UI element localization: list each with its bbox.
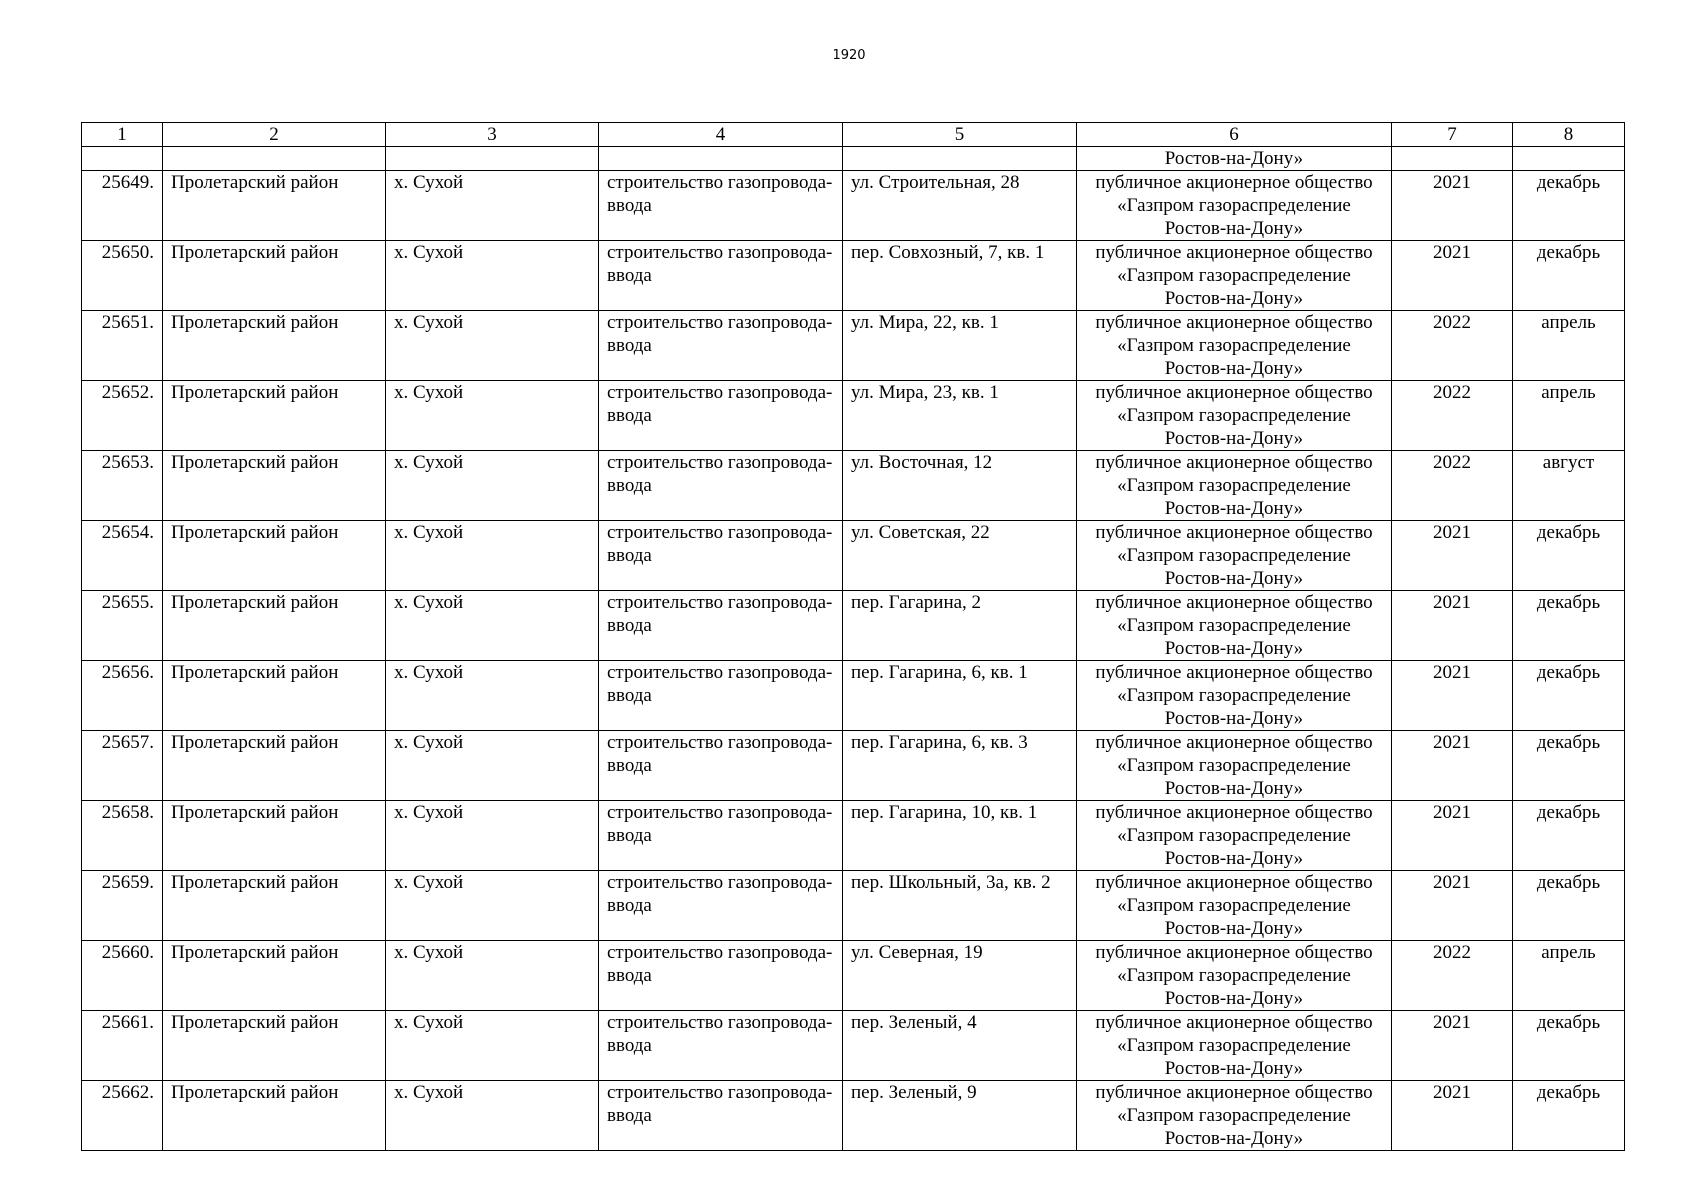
- row-number: 25650.: [82, 241, 163, 311]
- year-cell: 2021: [1392, 521, 1513, 591]
- locality-cell: х. Сухой: [386, 1081, 599, 1151]
- year-cell: 2021: [1392, 801, 1513, 871]
- row-number: 25662.: [82, 1081, 163, 1151]
- table-row: [82, 241, 1625, 311]
- row-number: 25655.: [82, 591, 163, 661]
- row-number: 25656.: [82, 661, 163, 731]
- work-type-cell: строительство газопровода-ввода: [599, 451, 843, 521]
- month-cell: декабрь: [1513, 801, 1625, 871]
- month-cell: декабрь: [1513, 661, 1625, 731]
- table-row: [82, 871, 1625, 941]
- table-cell: [1513, 147, 1625, 171]
- row-number: 25658.: [82, 801, 163, 871]
- locality-cell: х. Сухой: [386, 731, 599, 801]
- org-cell: публичное акционерное общество «Газпром газораспределение Ростов-на-Дону»: [1077, 311, 1392, 381]
- work-type-cell: строительство газопровода-ввода: [599, 591, 843, 661]
- address-cell: пер. Школьный, 3а, кв. 2: [843, 871, 1077, 941]
- row-number: 25657.: [82, 731, 163, 801]
- work-type-cell: строительство газопровода-ввода: [599, 801, 843, 871]
- locality-cell: х. Сухой: [386, 311, 599, 381]
- address-cell: пер. Совхозный, 7, кв. 1: [843, 241, 1077, 311]
- org-cell: публичное акционерное общество «Газпром газораспределение Ростов-на-Дону»: [1077, 521, 1392, 591]
- table-row: [82, 171, 1625, 241]
- table-cell: [599, 147, 843, 171]
- row-number: 25649.: [82, 171, 163, 241]
- address-cell: пер. Гагарина, 2: [843, 591, 1077, 661]
- district-cell: Пролетарский район: [163, 311, 386, 381]
- table-cell: [1392, 147, 1513, 171]
- org-cell: публичное акционерное общество «Газпром газораспределение Ростов-на-Дону»: [1077, 451, 1392, 521]
- org-cell: публичное акционерное общество «Газпром газораспределение Ростов-на-Дону»: [1077, 1081, 1392, 1151]
- year-cell: 2021: [1392, 661, 1513, 731]
- year-cell: 2021: [1392, 1011, 1513, 1081]
- row-number: 25651.: [82, 311, 163, 381]
- org-cell: публичное акционерное общество «Газпром газораспределение Ростов-на-Дону»: [1077, 801, 1392, 871]
- row-number: 25660.: [82, 941, 163, 1011]
- row-number: 25653.: [82, 451, 163, 521]
- work-type-cell: строительство газопровода-ввода: [599, 1081, 843, 1151]
- org-cell: публичное акционерное общество «Газпром газораспределение Ростов-на-Дону»: [1077, 941, 1392, 1011]
- row-number: 25654.: [82, 521, 163, 591]
- month-cell: декабрь: [1513, 171, 1625, 241]
- column-header: 1: [82, 123, 163, 147]
- district-cell: Пролетарский район: [163, 1081, 386, 1151]
- table-row: [82, 801, 1625, 871]
- district-cell: Пролетарский район: [163, 731, 386, 801]
- table-row: [82, 521, 1625, 591]
- locality-cell: х. Сухой: [386, 661, 599, 731]
- month-cell: август: [1513, 451, 1625, 521]
- address-cell: пер. Гагарина, 10, кв. 1: [843, 801, 1077, 871]
- locality-cell: х. Сухой: [386, 871, 599, 941]
- year-cell: 2021: [1392, 171, 1513, 241]
- address-cell: ул. Строительная, 28: [843, 171, 1077, 241]
- locality-cell: х. Сухой: [386, 1011, 599, 1081]
- month-cell: апрель: [1513, 941, 1625, 1011]
- year-cell: 2022: [1392, 381, 1513, 451]
- org-cell: публичное акционерное общество «Газпром газораспределение Ростов-на-Дону»: [1077, 381, 1392, 451]
- locality-cell: х. Сухой: [386, 591, 599, 661]
- district-cell: Пролетарский район: [163, 171, 386, 241]
- district-cell: Пролетарский район: [163, 521, 386, 591]
- locality-cell: х. Сухой: [386, 381, 599, 451]
- continuation-row: [82, 147, 1625, 171]
- work-type-cell: строительство газопровода-ввода: [599, 521, 843, 591]
- month-cell: апрель: [1513, 381, 1625, 451]
- district-cell: Пролетарский район: [163, 241, 386, 311]
- column-header: 6: [1077, 123, 1392, 147]
- locality-cell: х. Сухой: [386, 451, 599, 521]
- address-cell: ул. Советская, 22: [843, 521, 1077, 591]
- table-row: [82, 1081, 1625, 1151]
- year-cell: 2022: [1392, 941, 1513, 1011]
- table-row: [82, 941, 1625, 1011]
- work-type-cell: строительство газопровода-ввода: [599, 381, 843, 451]
- gasification-table: [81, 122, 1625, 1151]
- table-row: [82, 1011, 1625, 1081]
- district-cell: Пролетарский район: [163, 871, 386, 941]
- column-header: 8: [1513, 123, 1625, 147]
- org-cell: публичное акционерное общество «Газпром газораспределение Ростов-на-Дону»: [1077, 1011, 1392, 1081]
- org-cell: публичное акционерное общество «Газпром газораспределение Ростов-на-Дону»: [1077, 171, 1392, 241]
- district-cell: Пролетарский район: [163, 1011, 386, 1081]
- month-cell: декабрь: [1513, 591, 1625, 661]
- year-cell: 2021: [1392, 241, 1513, 311]
- work-type-cell: строительство газопровода-ввода: [599, 661, 843, 731]
- org-cell: публичное акционерное общество «Газпром газораспределение Ростов-на-Дону»: [1077, 871, 1392, 941]
- column-header: 7: [1392, 123, 1513, 147]
- table-row: [82, 381, 1625, 451]
- district-cell: Пролетарский район: [163, 591, 386, 661]
- locality-cell: х. Сухой: [386, 801, 599, 871]
- year-cell: 2021: [1392, 871, 1513, 941]
- district-cell: Пролетарский район: [163, 661, 386, 731]
- work-type-cell: строительство газопровода-ввода: [599, 731, 843, 801]
- district-cell: Пролетарский район: [163, 381, 386, 451]
- table-cell: [386, 147, 599, 171]
- column-header: 3: [386, 123, 599, 147]
- table-row: [82, 591, 1625, 661]
- row-number: 25652.: [82, 381, 163, 451]
- address-cell: ул. Восточная, 12: [843, 451, 1077, 521]
- address-cell: пер. Гагарина, 6, кв. 3: [843, 731, 1077, 801]
- work-type-cell: строительство газопровода-ввода: [599, 311, 843, 381]
- month-cell: декабрь: [1513, 1011, 1625, 1081]
- year-cell: 2021: [1392, 591, 1513, 661]
- column-header: 5: [843, 123, 1077, 147]
- org-cell: публичное акционерное общество «Газпром газораспределение Ростов-на-Дону»: [1077, 731, 1392, 801]
- locality-cell: х. Сухой: [386, 941, 599, 1011]
- org-cell: публичное акционерное общество «Газпром газораспределение Ростов-на-Дону»: [1077, 661, 1392, 731]
- table-row: [82, 731, 1625, 801]
- table-cell: [82, 147, 163, 171]
- locality-cell: х. Сухой: [386, 241, 599, 311]
- address-cell: ул. Мира, 23, кв. 1: [843, 381, 1077, 451]
- table-cell: [163, 147, 386, 171]
- table-row: [82, 661, 1625, 731]
- row-number: 25661.: [82, 1011, 163, 1081]
- table-cell: [843, 147, 1077, 171]
- year-cell: 2022: [1392, 451, 1513, 521]
- district-cell: Пролетарский район: [163, 451, 386, 521]
- org-cell: Ростов-на-Дону»: [1077, 147, 1392, 171]
- district-cell: Пролетарский район: [163, 941, 386, 1011]
- month-cell: апрель: [1513, 311, 1625, 381]
- year-cell: 2021: [1392, 1081, 1513, 1151]
- column-header: 4: [599, 123, 843, 147]
- row-number: 25659.: [82, 871, 163, 941]
- month-cell: декабрь: [1513, 521, 1625, 591]
- org-cell: публичное акционерное общество «Газпром газораспределение Ростов-на-Дону»: [1077, 241, 1392, 311]
- month-cell: декабрь: [1513, 1081, 1625, 1151]
- year-cell: 2021: [1392, 731, 1513, 801]
- address-cell: пер. Зеленый, 4: [843, 1011, 1077, 1081]
- work-type-cell: строительство газопровода-ввода: [599, 1011, 843, 1081]
- column-header: 2: [163, 123, 386, 147]
- work-type-cell: строительство газопровода-ввода: [599, 241, 843, 311]
- org-cell: публичное акционерное общество «Газпром газораспределение Ростов-на-Дону»: [1077, 591, 1392, 661]
- locality-cell: х. Сухой: [386, 521, 599, 591]
- work-type-cell: строительство газопровода-ввода: [599, 871, 843, 941]
- address-cell: ул. Мира, 22, кв. 1: [843, 311, 1077, 381]
- district-cell: Пролетарский район: [163, 801, 386, 871]
- work-type-cell: строительство газопровода-ввода: [599, 171, 843, 241]
- address-cell: ул. Северная, 19: [843, 941, 1077, 1011]
- month-cell: декабрь: [1513, 241, 1625, 311]
- month-cell: декабрь: [1513, 871, 1625, 941]
- table-row: [82, 311, 1625, 381]
- page-number: 1920: [832, 48, 866, 63]
- locality-cell: х. Сухой: [386, 171, 599, 241]
- address-cell: пер. Зеленый, 9: [843, 1081, 1077, 1151]
- address-cell: пер. Гагарина, 6, кв. 1: [843, 661, 1077, 731]
- table-row: [82, 451, 1625, 521]
- year-cell: 2022: [1392, 311, 1513, 381]
- header-row: [82, 123, 1625, 147]
- work-type-cell: строительство газопровода-ввода: [599, 941, 843, 1011]
- month-cell: декабрь: [1513, 731, 1625, 801]
